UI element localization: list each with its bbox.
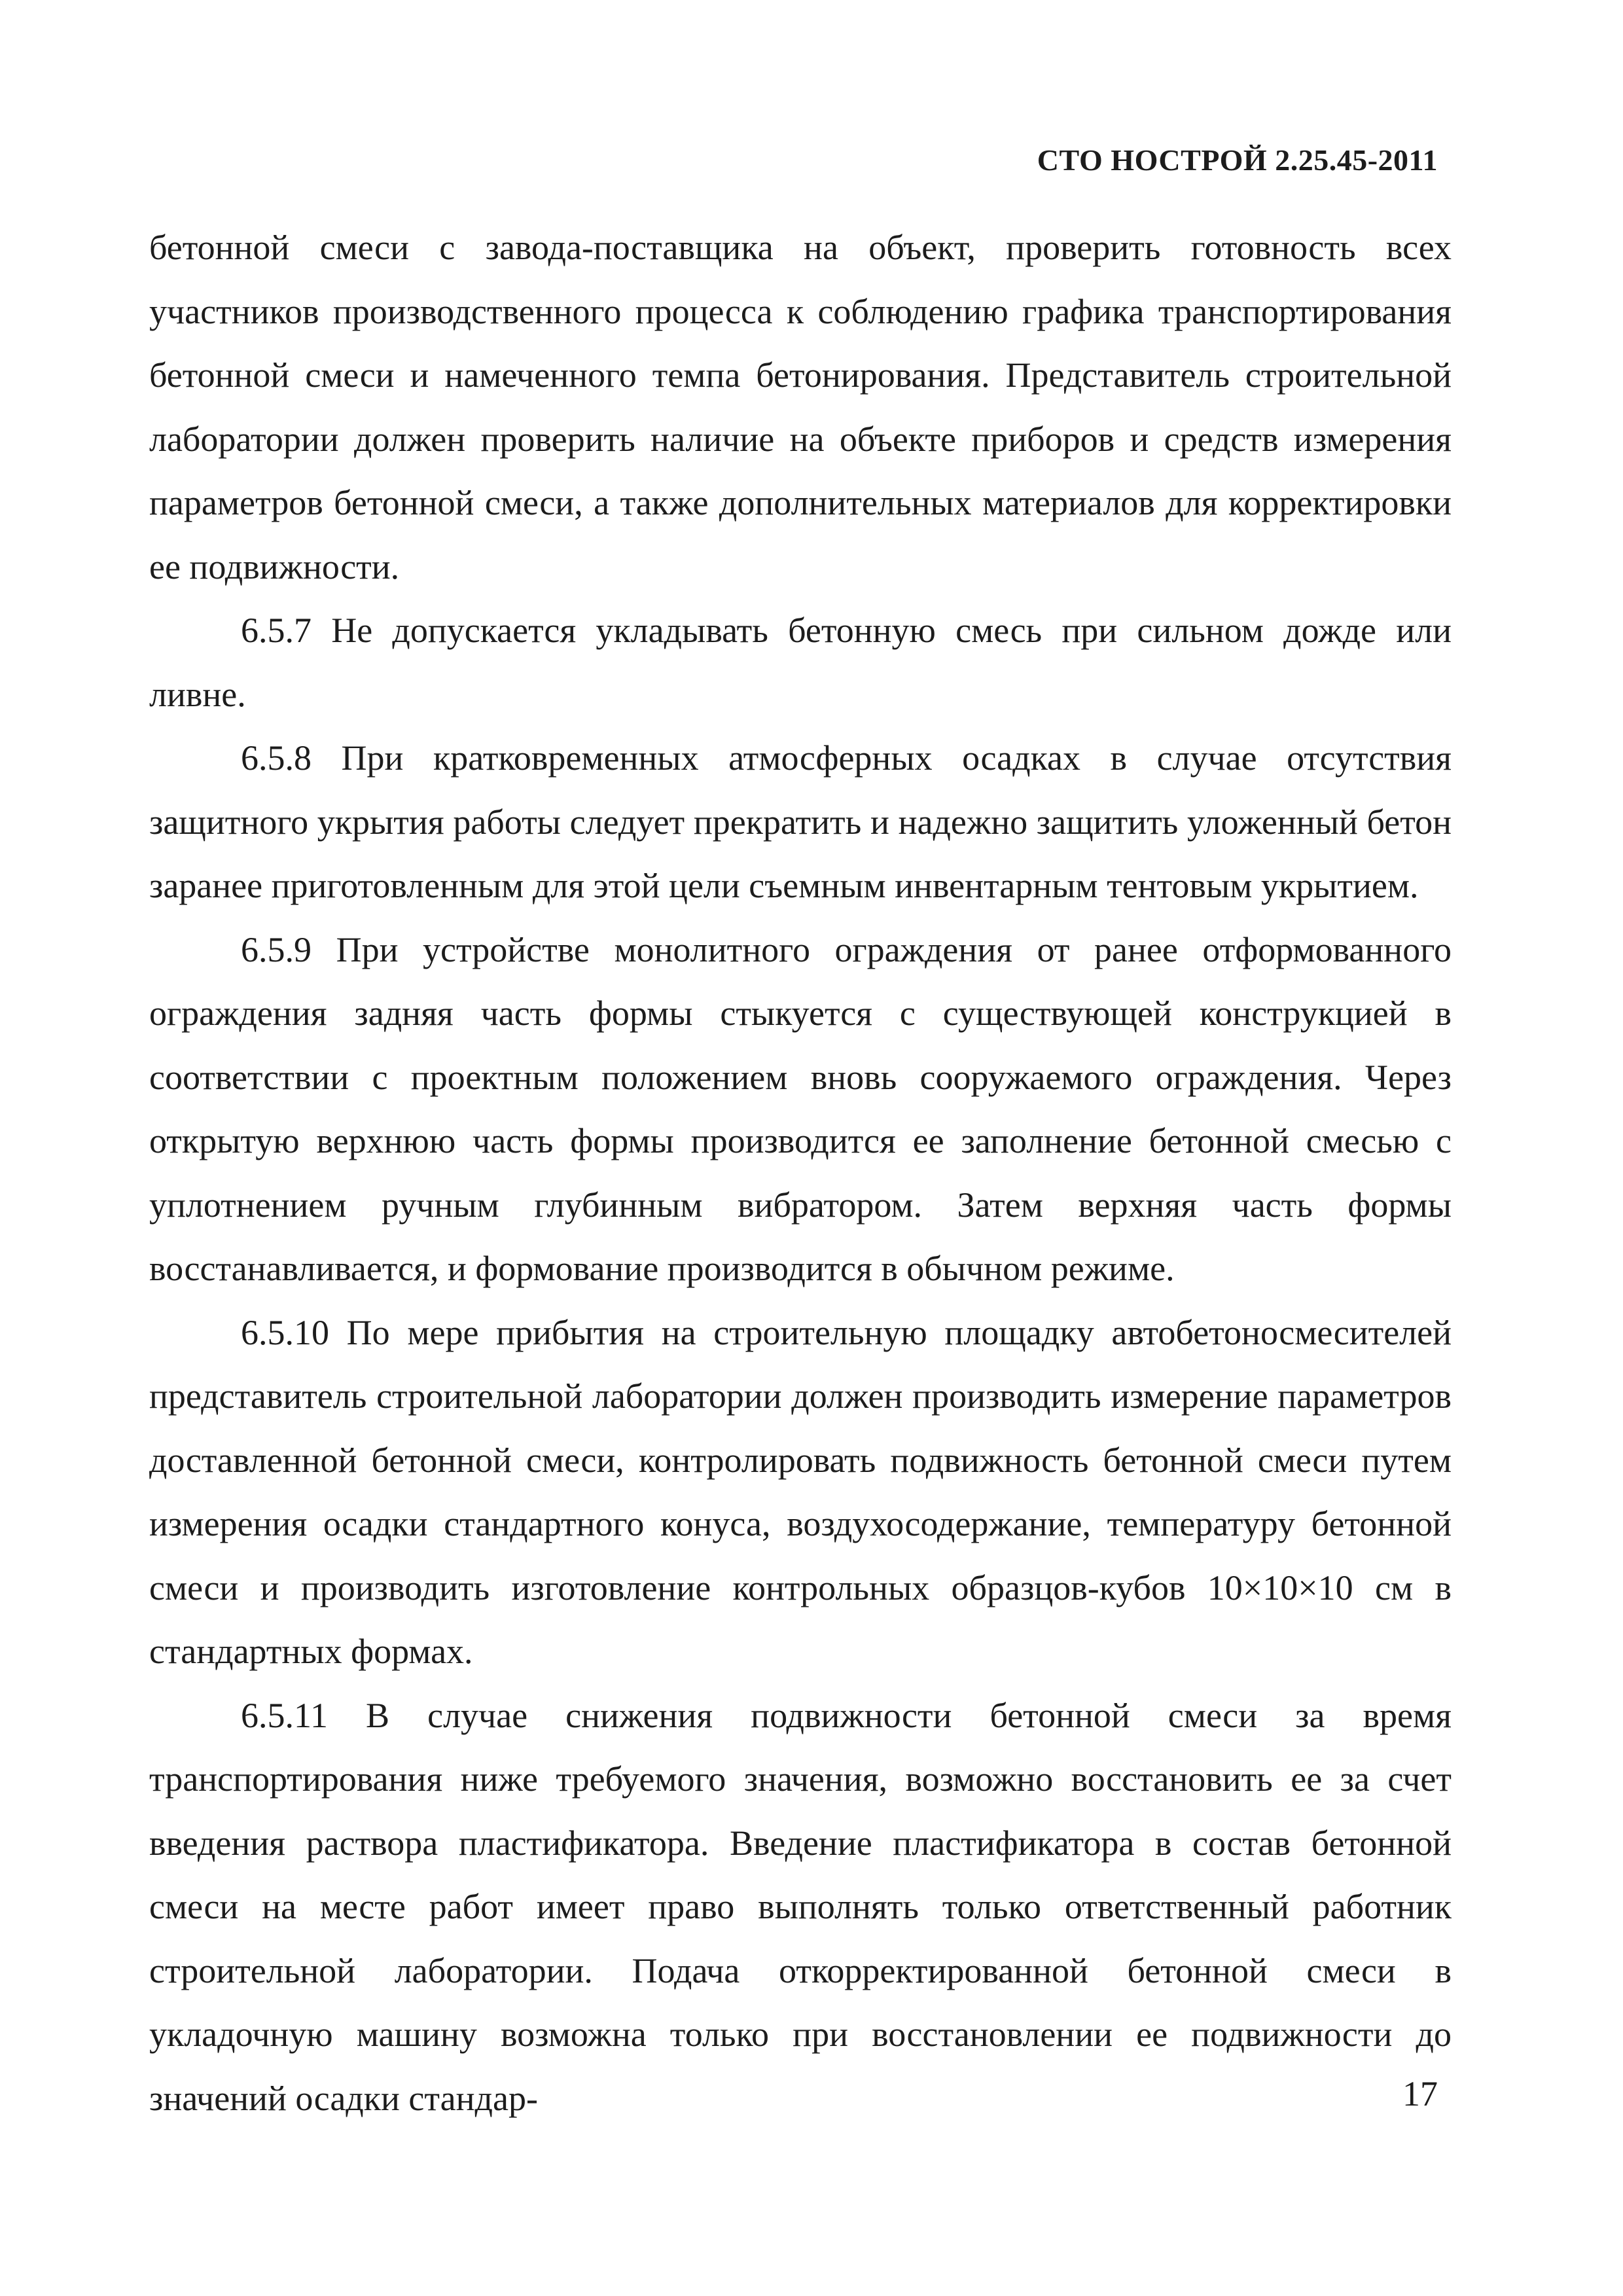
- paragraph-6-5-11: 6.5.11 В случае снижения подвижности бетонной смеси за время транспортирования ниже требуемого значения, возможно восстановить ее за счет введения раствора пластификатора. Введение пластификатора в состав бетонной смеси на месте работ имеет право выполнять только ответственный работник строительной лаборатории. Подача откорректированной бетонной смеси в укладочную машину возможна только при восстановлении ее подвижности до значений осадки стандар-: [149, 1695, 1452, 2118]
- paragraph-continued: бетонной смеси с завода-поставщика на объект, проверить готовность всех участников производственного процесса к соблюдению графика транспортирования бетонной смеси и намеченного темпа бетонирования. Представитель строительной лаборатории должен проверить наличие на объекте приборов и средств измерения параметров бетонной смеси, а также дополнительных материалов для корректировки ее подвижности.: [149, 228, 1452, 586]
- paragraph-6-5-10: 6.5.10 По мере прибытия на строительную площадку автобетоносмесителей представитель строительной лаборатории должен производить измерение параметров доставленной бетонной смеси, контролировать подвижность бетонной смеси путем измерения осадки стандартного конуса, воздухосодержание, температуру бетонной смеси и производить изготовление контрольных образцов-кубов 10×10×10 см в стандартных формах.: [149, 1312, 1452, 1671]
- document-code-header: СТО НОСТРОЙ 2.25.45-2011: [1037, 143, 1438, 177]
- paragraph-6-5-9: 6.5.9 При устройстве монолитного ограждения от ранее отформованного ограждения задняя часть формы стыкуется с существующей конструкцией в соответствии с проектным положением вновь сооружаемого ограждения. Через открытую верхнюю часть формы производится ее заполнение бетонной смесью с уплотнением ручным глубинным вибратором. Затем верхняя часть формы восстанавливается, и формование производится в обычном режиме.: [149, 929, 1452, 1288]
- page-number: 17: [1402, 2074, 1438, 2113]
- document-body: [149, 216, 1452, 2130]
- paragraph-6-5-8: 6.5.8 При кратковременных атмосферных осадках в случае отсутствия защитного укрытия работы следует прекратить и надежно защитить уложенный бетон заранее приготовленным для этой цели съемным инвентарным тентовым укрытием.: [149, 738, 1452, 905]
- paragraph-6-5-7: 6.5.7 Не допускается укладывать бетонную смесь при сильном дожде или ливне.: [149, 611, 1452, 714]
